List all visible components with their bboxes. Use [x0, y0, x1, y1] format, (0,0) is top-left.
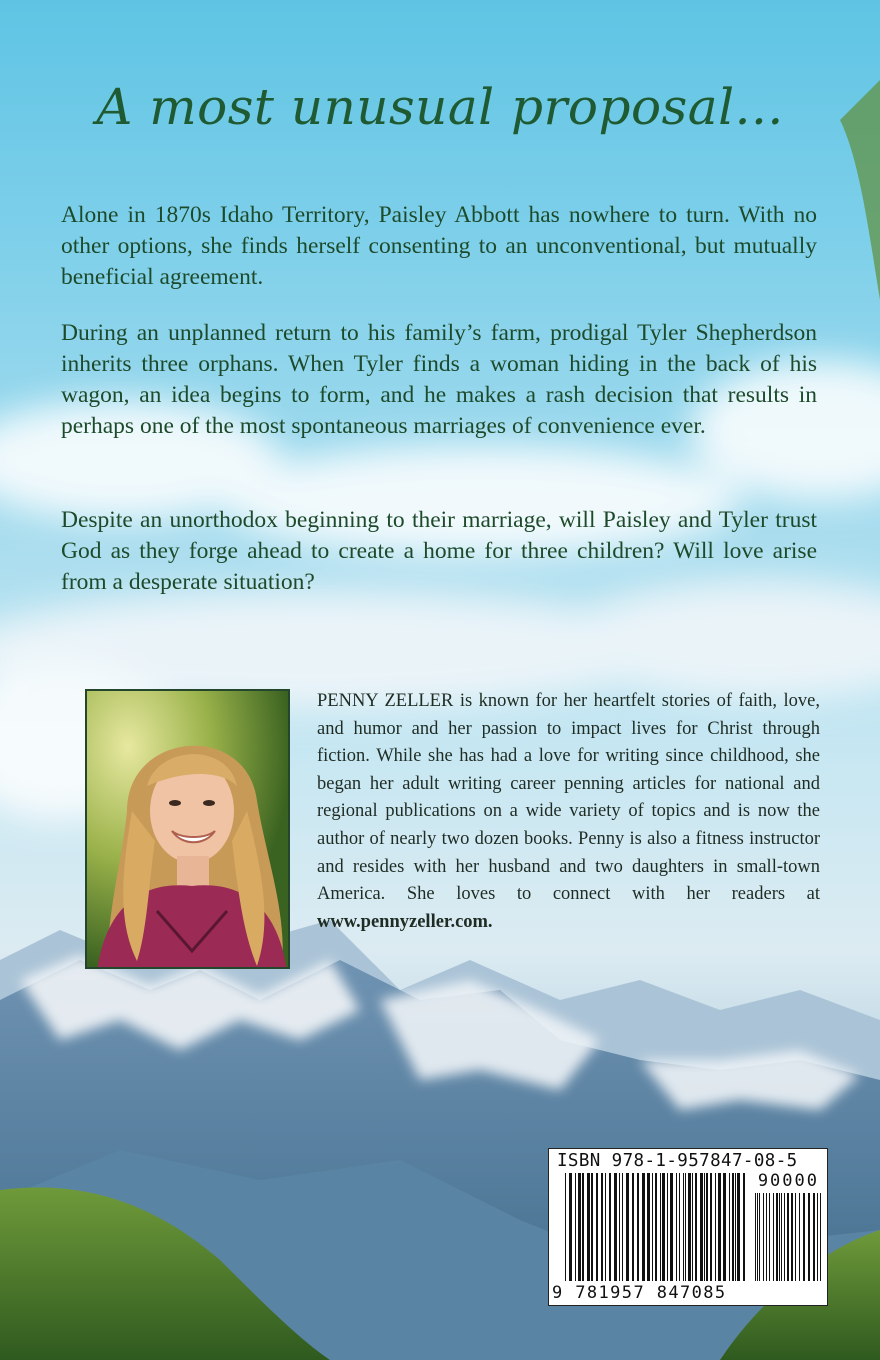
barcode-bar [743, 1173, 745, 1281]
author-bio [317, 688, 820, 936]
blurb-paragraph-2: During an unplanned return to his family’s farm, prodigal Tyler Shepherdson inherits three orphans. When Tyler finds a woman hiding in the back of his wagon, an idea begins to form, and he makes a rash decision that results in perhaps one of the most spontaneous marriages of convenience ever. [61, 320, 817, 439]
ean-number: 9 781957 847085 [552, 1283, 727, 1303]
barcode-bar [715, 1173, 716, 1281]
barcode-bar [632, 1173, 634, 1281]
barcode-bar [565, 1173, 566, 1281]
barcode-bar [735, 1173, 736, 1281]
barcode-bar [704, 1173, 705, 1281]
barcode-bar [692, 1173, 693, 1281]
barcode-bar [685, 1173, 686, 1281]
addon-bar [776, 1193, 778, 1281]
addon-bar [791, 1193, 793, 1281]
addon-bar [763, 1193, 764, 1281]
addon-bar [799, 1193, 800, 1281]
isbn-label: ISBN 978-1-957847-08-5 [557, 1151, 798, 1171]
barcode-bar [662, 1173, 665, 1281]
barcode-bar [723, 1173, 726, 1281]
addon-bar [773, 1193, 774, 1281]
addon-bar [784, 1193, 785, 1281]
barcode-bar [619, 1173, 620, 1281]
addon-bar [781, 1193, 782, 1281]
addon-bar [820, 1193, 821, 1281]
barcode-bar [642, 1173, 645, 1281]
barcode-bar [575, 1173, 576, 1281]
barcode-bar [729, 1173, 730, 1281]
barcode-bar [591, 1173, 593, 1281]
addon-bar [808, 1193, 810, 1281]
tagline-title: A most unusual proposal... [96, 78, 784, 136]
barcode-bar [578, 1173, 581, 1281]
barcode-bar [667, 1173, 668, 1281]
barcode-bar [569, 1173, 572, 1281]
barcode-bar [622, 1173, 623, 1281]
barcode-bar [660, 1173, 661, 1281]
barcode-bar [683, 1173, 684, 1281]
barcode-bar [737, 1173, 740, 1281]
barcode-bar [582, 1173, 584, 1281]
addon-bar [813, 1193, 815, 1281]
barcode-bar [732, 1173, 734, 1281]
barcode-bar [626, 1173, 629, 1281]
addon-bar [755, 1193, 756, 1281]
barcode-bar [695, 1173, 697, 1281]
barcode-bar [637, 1173, 639, 1281]
barcode-bar [688, 1173, 691, 1281]
barcode-bar [706, 1173, 708, 1281]
author-bio-text: PENNY ZELLER is known for her heartfelt stories of faith, love, and humor and her passion to impact lives for Christ through fiction. While she has had a love for writing since childhood, she began her adult writing career penning articles for national and regional publications on a wide variety of topics and is now the author of nearly two dozen books. Penny is also a fitness instructor and resides with her husband and two daughters in small-town America. She loves to connect with her readers at [317, 691, 820, 905]
author-website-link[interactable]: www.pennyzeller.com. [317, 911, 493, 932]
addon-bar [787, 1193, 789, 1281]
addon-bar [766, 1193, 767, 1281]
addon-bar [779, 1193, 780, 1281]
barcode-bar [655, 1173, 657, 1281]
addon-bar [757, 1193, 758, 1281]
addon-bar [795, 1193, 796, 1281]
barcode-bar [679, 1173, 680, 1281]
isbn-barcode [548, 1148, 828, 1306]
barcode-bar [605, 1173, 606, 1281]
barcode-bar [710, 1173, 712, 1281]
addon-price-code: 90000 [757, 1171, 819, 1191]
barcode-bar [718, 1173, 721, 1281]
barcode-bar [647, 1173, 650, 1281]
addon-bar [769, 1193, 770, 1281]
author-photo [85, 689, 290, 969]
barcode-bar [596, 1173, 598, 1281]
blurb-paragraph-1: Alone in 1870s Idaho Territory, Paisley Abbott has nowhere to turn. With no other options, she finds herself consenting to an unconventional, but mutually beneficial agreement. [61, 202, 817, 290]
barcode-bar [676, 1173, 677, 1281]
barcode-bar [609, 1173, 611, 1281]
barcode-bar [700, 1173, 703, 1281]
addon-bar [803, 1193, 805, 1281]
barcode-bar [601, 1173, 603, 1281]
barcode-bar [652, 1173, 653, 1281]
barcode-bar [587, 1173, 590, 1281]
barcode-bar [614, 1173, 617, 1281]
addon-bar [817, 1193, 818, 1281]
blurb-paragraph-3: Despite an unorthodox beginning to their marriage, will Paisley and Tyler trust God as they forge ahead to create a home for three children? Will love arise from a desperate situation? [61, 507, 817, 595]
barcode-bar [670, 1173, 673, 1281]
addon-bar [759, 1193, 760, 1281]
